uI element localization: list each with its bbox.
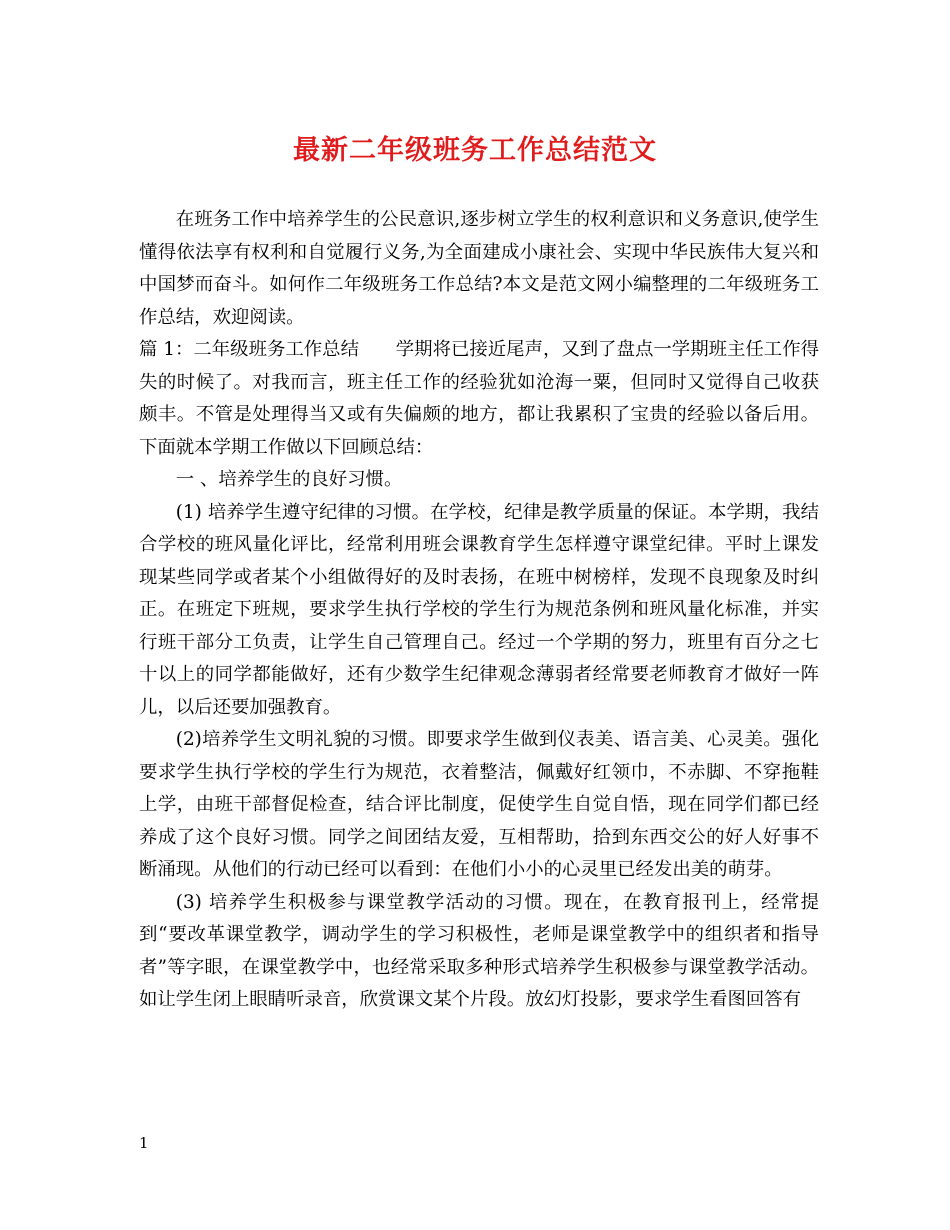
discipline-paragraph: (1) 培养学生遵守纪律的习惯。在学校，纪律是教学质量的保证。本学期，我结合学校的班风量化评比，经常利用班会课教育学生怎样遵守课堂纪律。平时上课发现某些同学或者某个小组做得好的及时表扬，在班中树榜样，发现不良现象及时纠正。在班定下班规，要求学生执行学校的学生行为规范条例和班风量化标准，并实行班干部分工负责，让学生自己管理自己。经过一个学期的努力，班里有百分之七十以上的同学都能做好，还有少数学生纪律观念薄弱者经常要老师教育才做好一阵儿，以后还要加强教育。 xyxy=(139,501,819,718)
document-title: 最新二年级班务工作总结范文 xyxy=(293,135,657,166)
document-body xyxy=(139,204,819,1017)
intro-paragraph: 在班务工作中培养学生的公民意识,逐步树立学生的权利意识和义务意识,使学生懂得依法享有权利和自觉履行义务,为全面建成小康社会、实现中华民族伟大复兴和中国梦而奋斗。如何作二年级班务工作总结?本文是范文网小编整理的二年级班务工作总结，欢迎阅读。 xyxy=(139,209,819,328)
manners-paragraph: (2)培养学生文明礼貌的习惯。即要求学生做到仪表美、语言美、心灵美。强化要求学生执行学校的学生行为规范，衣着整洁，佩戴好红领巾，不赤脚、不穿拖鞋上学，由班干部督促检查，结合评比制度，促使学生自觉自悟，现在同学们都已经养成了这个良好习惯。同学之间团结友爱，互相帮助，拾到东西交公的好人好事不断涌现。从他们的行动已经可以看到：在他们小小的心灵里已经发出美的萌芽。 xyxy=(139,729,819,880)
page-number: 1 xyxy=(139,1134,149,1152)
section-paragraph: 篇 1：二年级班务工作总结 学期将已接近尾声，又到了盘点一学期班主任工作得失的时候了。对我而言，班主任工作的经验犹如沧海一粟，但同时又觉得自己收获颇丰。不管是处理得当又或有失偏颇的地方，都让我累积了宝贵的经验以备后用。下面就本学期工作做以下回顾总结： xyxy=(139,339,819,458)
heading-paragraph: 一 、培养学生的良好习惯。 xyxy=(175,469,403,490)
participation-paragraph: (3) 培养学生积极参与课堂教学活动的习惯。现在，在教育报刊上，经常提到“要改革课堂教学，调动学生的学习积极性，老师是课堂教学中的组织者和指导者”等字眼，在课堂教学中，也经常采取多种形式培养学生积极参与课堂教学活动。如让学生闭上眼睛听录音，欣赏课文某个片段。放幻灯投影，要求学生看图回答有 xyxy=(139,891,819,1010)
